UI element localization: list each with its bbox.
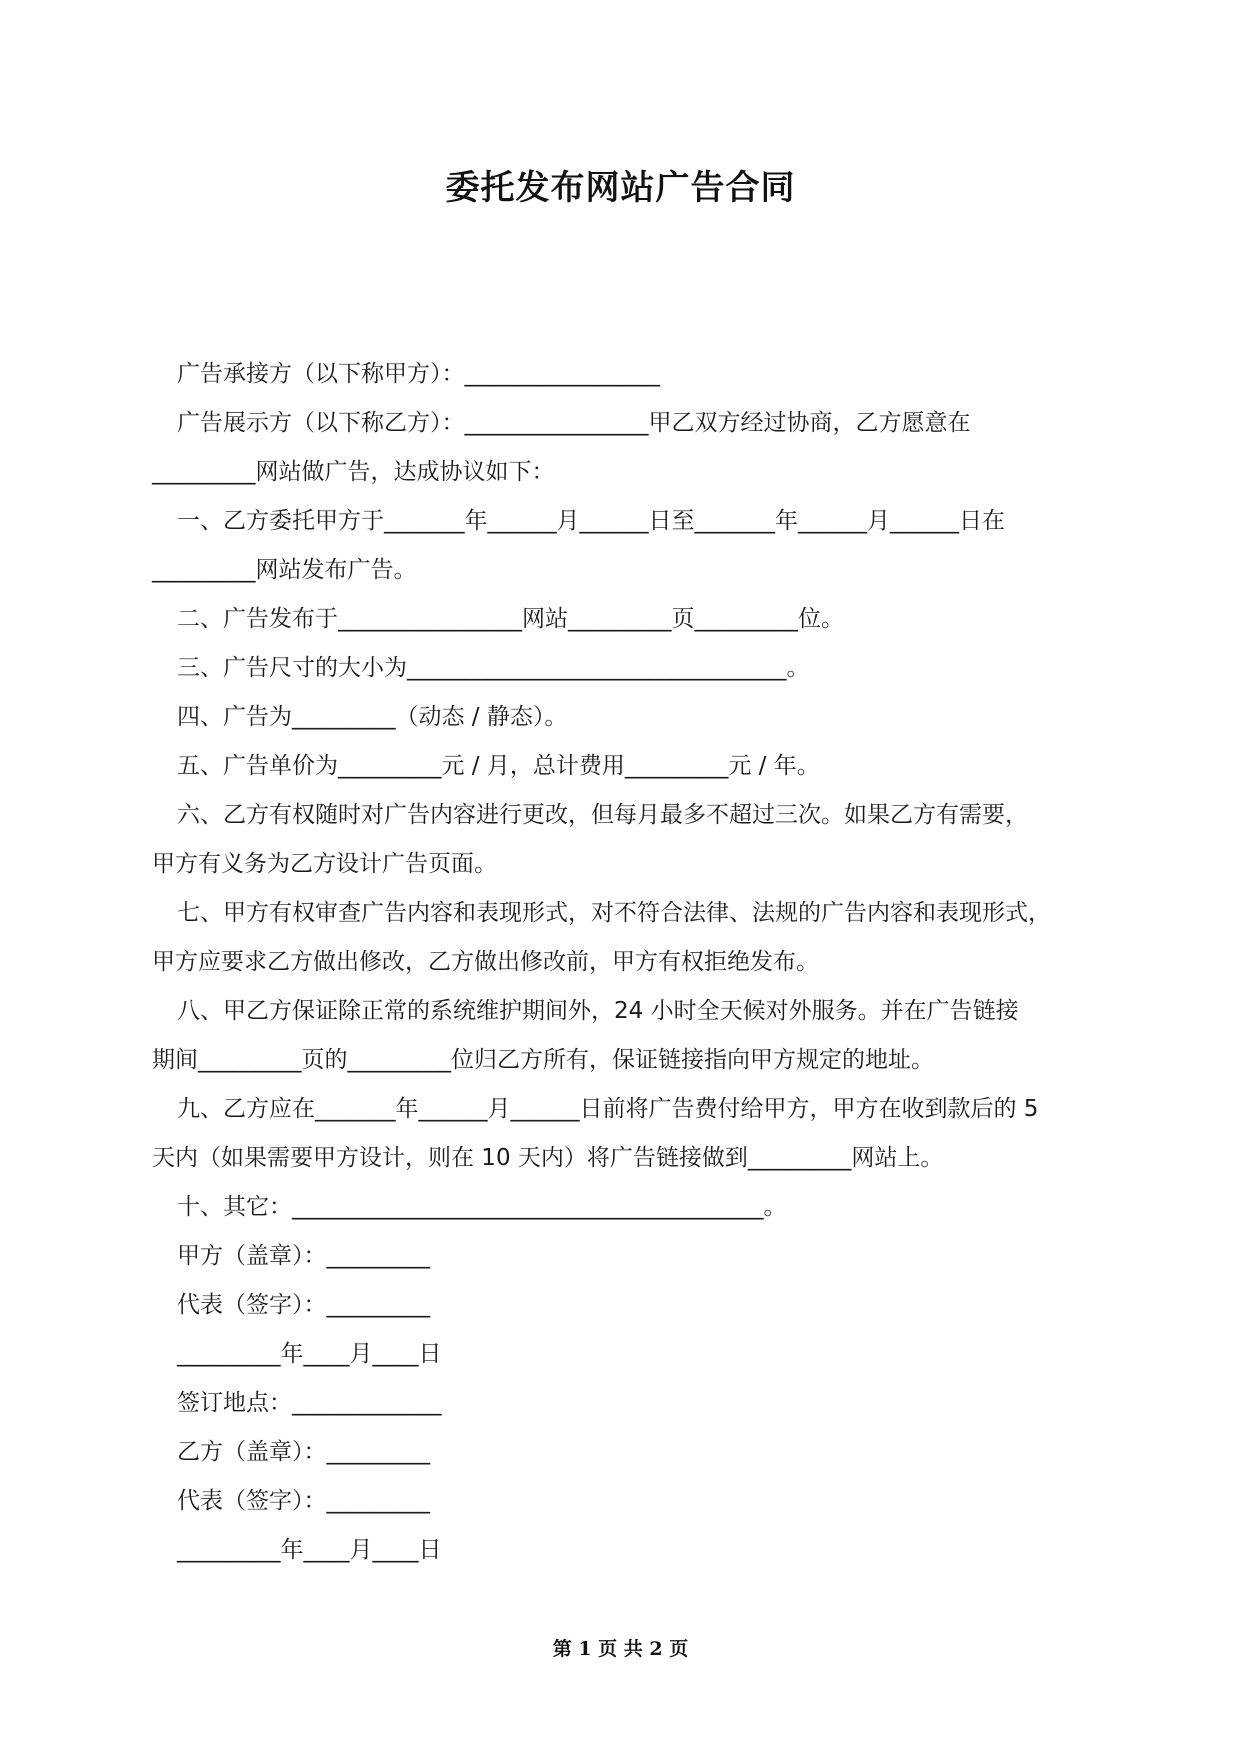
page-indicator: 第 1 页 共 2 页 xyxy=(552,1638,689,1660)
clause-1-cont: _________网站发布广告。 xyxy=(152,557,417,583)
clause-7-cont: 甲方应要求乙方做出修改，乙方做出修改前，甲方有权拒绝发布。 xyxy=(152,949,819,975)
clause-4: 四、广告为_________（动态 / 静态）。 xyxy=(177,704,568,730)
party-b-seal: 乙方（盖章）：_________ xyxy=(177,1439,430,1465)
clause-6-cont: 甲方有义务为乙方设计广告页面。 xyxy=(152,851,497,877)
clause-5: 五、广告单价为_________元 / 月，总计费用_________元 / 年。 xyxy=(177,753,820,779)
document-title: 委托发布网站广告合同 xyxy=(445,168,796,208)
party-a-date: _________年____月____日 xyxy=(177,1341,442,1367)
clause-8-cont: 期间_________页的_________位归乙方所有，保证链接指向甲方规定的地址。 xyxy=(152,1047,934,1073)
clause-9: 九、乙方应在_______年______月______日前将广告费付给甲方，甲方在收到款后的 5 xyxy=(177,1096,1039,1122)
clause-8: 八、甲乙方保证除正常的系统维护期间外，24 小时全天候对外服务。并在广告链接 xyxy=(177,998,1019,1024)
party-a-representative: 代表（签字）：_________ xyxy=(177,1292,430,1318)
paragraph-party-a: 广告承接方（以下称甲方）：_________________ xyxy=(177,361,660,387)
party-b-date: _________年____月____日 xyxy=(177,1537,442,1563)
clause-3: 三、广告尺寸的大小为_________________________________。 xyxy=(177,655,810,681)
clause-1: 一、乙方委托甲方于_______年______月______日至_______年______月______日在 xyxy=(177,508,1005,534)
party-a-seal: 甲方（盖章）：_________ xyxy=(177,1243,430,1269)
signing-location: 签订地点：_____________ xyxy=(177,1390,442,1416)
paragraph-party-b-cont: _________网站做广告，达成协议如下： xyxy=(152,459,555,485)
clause-7: 七、甲方有权审查广告内容和表现形式，对不符合法律、法规的广告内容和表现形式， xyxy=(177,900,1051,926)
paragraph-party-b: 广告展示方（以下称乙方）：________________甲乙双方经过协商，乙方愿意在 xyxy=(177,410,971,436)
clause-2: 二、广告发布于________________网站_________页_________位。 xyxy=(177,606,844,632)
clause-6: 六、乙方有权随时对广告内容进行更改，但每月最多不超过三次。如果乙方有需要， xyxy=(177,802,1028,828)
party-b-representative: 代表（签字）：_________ xyxy=(177,1488,430,1514)
clause-10: 十、其它：_________________________________________。 xyxy=(177,1194,787,1220)
document-body xyxy=(152,350,1112,1575)
clause-9-cont: 天内（如果需要甲方设计，则在 10 天内）将广告链接做到_________网站上。 xyxy=(152,1145,944,1171)
